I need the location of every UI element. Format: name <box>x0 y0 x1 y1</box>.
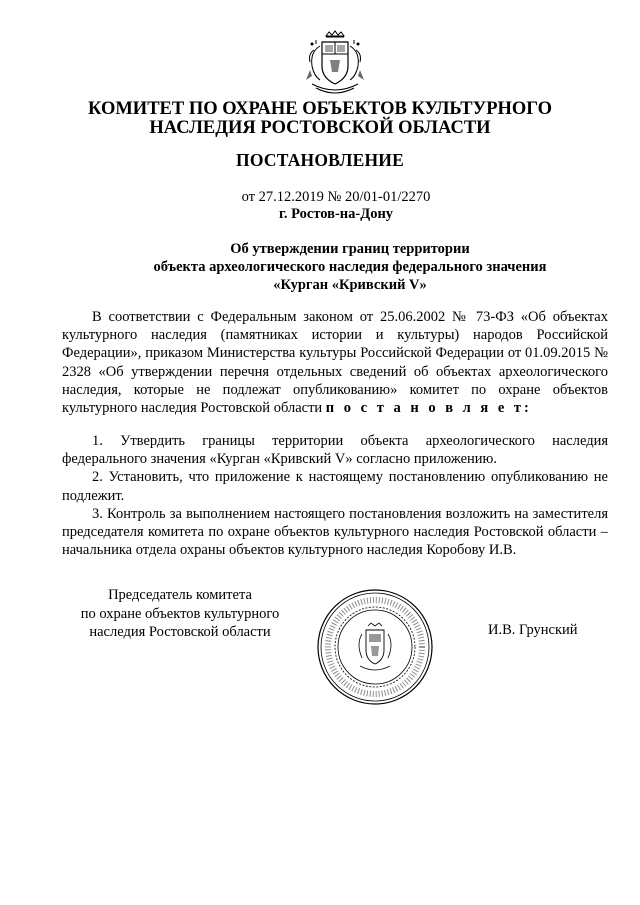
document-city: г. Ростов-на-Дону <box>278 206 394 222</box>
decree-items <box>62 432 608 559</box>
subject-line-1: Об утверждении границ территории <box>230 241 470 257</box>
signer-title-line-2: по охране объектов культурного <box>80 605 280 622</box>
header-line-1: КОМИТЕТ ПО ОХРАНЕ ОБЪЕКТОВ КУЛЬТУРНОГО <box>88 99 552 119</box>
signer-position <box>60 586 300 642</box>
coat-of-arms-icon <box>302 30 368 100</box>
subject-line-2: объекта археологического наследия федерального значения <box>153 259 547 275</box>
preamble-paragraph <box>62 308 608 417</box>
signer-title-line-1: Председатель комитета <box>108 587 252 603</box>
decree-item-2: 2. Установить, что приложение к настоящему постановлению опубликованию не подлежит. <box>62 469 608 504</box>
signer-title-line-3: наследия Ростовской области <box>89 624 271 640</box>
decree-word: п о с т а н о в л я е т: <box>325 400 532 417</box>
decree-item-1: 1. Утвердить границы территории объекта археологического наследия федерального значения «Курган «Кривский V» согласно приложению. <box>62 433 608 468</box>
document-type-title: ПОСТАНОВЛЕНИЕ <box>236 150 404 170</box>
document-subject <box>40 240 640 294</box>
subject-line-3: «Курган «Кривский V» <box>273 277 427 293</box>
decree-item-3: 3. Контроль за выполнением настоящего постановления возложить на заместителя председателя комитета по охране объектов культурного наследия Ростовской области – начальника отдела охраны объектов культурного наследия Коробову И.В. <box>62 505 608 559</box>
preamble-text: В соответствии с Федеральным законом от 25.06.2002 № 73-ФЗ «Об объектах культурного наследия (памятниках истории и культуры) народов Российской Федерации», приказом Министерства культуры Российской Федерации от 01.09.2015 № 2328 «Об утверждении перечня отдельных сведений об объектах археологического наследия, которые не подлежат опубликованию» комитет по охране объектов культурного наследия Ростовской области <box>62 309 608 417</box>
document-date-number: от 27.12.2019 № 20/01-01/2270 <box>241 189 431 205</box>
committee-name-header <box>0 100 640 138</box>
header-line-2: НАСЛЕДИЯ РОСТОВСКОЙ ОБЛАСТИ <box>149 118 491 138</box>
signer-name: И.В. Грунский <box>488 622 578 638</box>
official-seal-icon <box>316 588 434 706</box>
